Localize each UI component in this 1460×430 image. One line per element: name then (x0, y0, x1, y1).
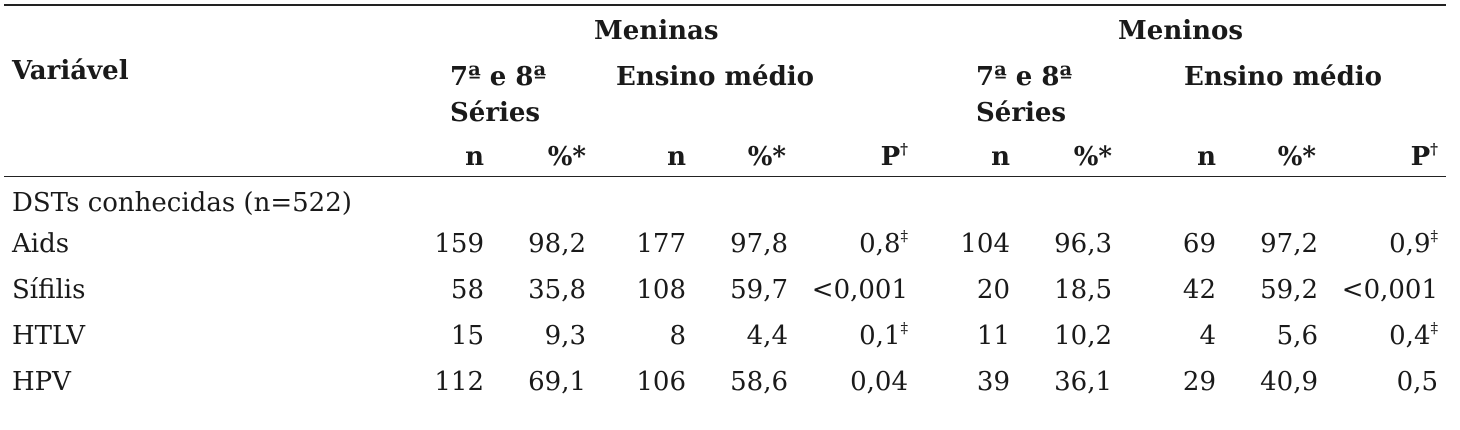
colhdr-girls-pct1: %* (547, 142, 586, 172)
header-meninos: Meninos (1118, 16, 1243, 46)
header-variavel: Variável (12, 56, 129, 86)
top-rule (4, 4, 1446, 6)
table-cell: 0,9‡ (1389, 227, 1438, 259)
table-cell: 59,2 (1260, 275, 1318, 305)
table-cell: 0,4‡ (1389, 319, 1438, 351)
table-cell: <0,001 (1341, 275, 1438, 305)
table-cell: 108 (636, 275, 686, 305)
row-label: Aids (12, 229, 70, 259)
table-cell: 59,7 (730, 275, 788, 305)
table-cell: 58 (450, 275, 484, 305)
colhdr-boys-n1: n (991, 142, 1010, 172)
header-boys-grade-line2: Séries (976, 98, 1067, 128)
colhdr-boys-pct2: %* (1277, 142, 1316, 172)
table-cell: 40,9 (1260, 367, 1318, 397)
table-cell: 96,3 (1054, 229, 1112, 259)
table-cell: 58,6 (730, 367, 788, 397)
colhdr-girls-n1: n (465, 142, 484, 172)
table-cell: 112 (434, 367, 484, 397)
row-label: HTLV (12, 321, 85, 351)
table-cell: 106 (636, 367, 686, 397)
table-cell: 9,3 (544, 321, 586, 351)
colhdr-girls-p: P† (880, 140, 908, 172)
table-cell: 97,8 (730, 229, 788, 259)
table-cell: 8 (669, 321, 686, 351)
row-label: Sífilis (12, 275, 86, 305)
row-label: HPV (12, 367, 71, 397)
header-boys-high-school: Ensino médio (1184, 62, 1382, 92)
table-cell: 18,5 (1054, 275, 1112, 305)
table-cell: 10,2 (1054, 321, 1112, 351)
table-cell: 29 (1182, 367, 1216, 397)
table-cell: 4,4 (746, 321, 788, 351)
table-cell: 11 (976, 321, 1010, 351)
section-label: DSTs conhecidas (n=522) (12, 188, 352, 218)
table-cell: 4 (1199, 321, 1216, 351)
table-cell: 98,2 (528, 229, 586, 259)
table-cell: <0,001 (811, 275, 908, 305)
colhdr-girls-pct2: %* (747, 142, 786, 172)
table-cell: 35,8 (528, 275, 586, 305)
header-girls-grade-line2: Séries (450, 98, 541, 128)
table-cell: 69,1 (528, 367, 586, 397)
table-cell: 15 (450, 321, 484, 351)
table-cell: 0,5 (1396, 367, 1438, 397)
table-cell: 36,1 (1054, 367, 1112, 397)
table-cell: 104 (960, 229, 1010, 259)
table-cell: 0,1‡ (859, 319, 908, 351)
table-cell: 69 (1182, 229, 1216, 259)
table-cell: 177 (636, 229, 686, 259)
header-girls-high-school: Ensino médio (616, 62, 814, 92)
table-cell: 39 (976, 367, 1010, 397)
table-cell: 97,2 (1260, 229, 1318, 259)
table-cell: 20 (976, 275, 1010, 305)
colhdr-boys-p: P† (1410, 140, 1438, 172)
colhdr-boys-n2: n (1197, 142, 1216, 172)
colhdr-girls-n2: n (667, 142, 686, 172)
table-cell: 159 (434, 229, 484, 259)
header-girls-grade-line1: 7ª e 8ª (450, 62, 547, 92)
colhdr-boys-pct1: %* (1073, 142, 1112, 172)
table-cell: 42 (1182, 275, 1216, 305)
header-boys-grade-line1: 7ª e 8ª (976, 62, 1073, 92)
table-cell: 5,6 (1276, 321, 1318, 351)
header-meninas: Meninas (594, 16, 719, 46)
table-cell: 0,04 (850, 367, 908, 397)
table-cell: 0,8‡ (859, 227, 908, 259)
header-rule (4, 176, 1446, 177)
